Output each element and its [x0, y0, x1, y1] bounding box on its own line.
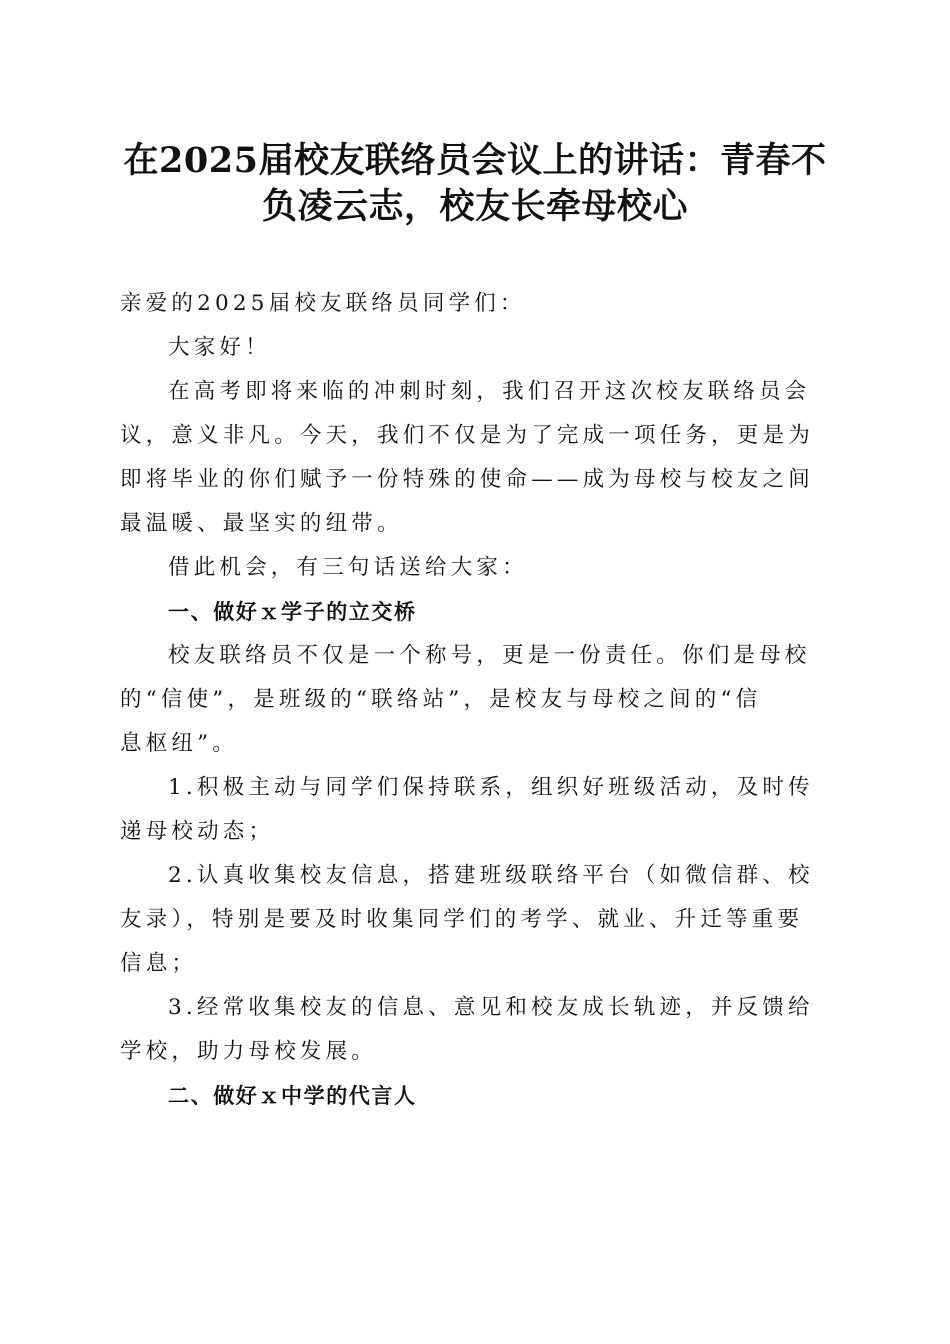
section-1-heading-text: 一、做好ｘ学子的立交桥: [168, 600, 417, 624]
intro-paragraph: [120, 370, 823, 546]
section-2-heading: [120, 1074, 823, 1118]
section-1-heading: [120, 590, 823, 634]
list-item-2: [120, 854, 823, 986]
salutation-text: 亲爱的2025届校友联络员同学们：: [120, 291, 526, 316]
section-1-intro: [120, 634, 823, 766]
transition-text: 借此机会，有三句话送给大家：: [168, 555, 528, 580]
list-item-3: [120, 986, 823, 1074]
transition-paragraph: [120, 546, 823, 590]
intro-line: 最温暖、最坚实的纽带。: [120, 511, 403, 536]
section-1-line: 校友联络员不仅是一个称号，更是一份责任。你们是母校: [168, 643, 811, 668]
intro-line: 即将毕业的你们赋予一份特殊的使命——成为母校与校友之间: [120, 467, 814, 492]
title-line-2: 负凌云志，校友长牵母校心: [261, 186, 688, 227]
intro-line: 在高考即将来临的冲刺时刻，我们召开这次校友联络员会: [168, 379, 811, 404]
document-title: [110, 138, 840, 230]
intro-line: 议，意义非凡。今天，我们不仅是为了完成一项任务，更是为: [120, 423, 814, 448]
document-body: [120, 282, 823, 1118]
list-item-2-line: 友录），特别是要及时收集同学们的考学、就业、升迁等重要: [120, 907, 804, 932]
list-item-2-line: 信息；: [120, 951, 198, 976]
section-1-line: 的“信使”，是班级的“联络站”，是校友与母校之间的“信: [120, 687, 762, 712]
list-item-3-line: 3.经常收集校友的信息、意见和校友成长轨迹，并反馈给: [168, 995, 814, 1020]
list-item-2-line: 2.认真收集校友信息，搭建班级联络平台（如微信群、校: [168, 863, 814, 888]
list-item-1-line: 递母校动态；: [120, 819, 275, 844]
list-item-3-line: 学校，助力母校发展。: [120, 1039, 378, 1064]
greeting: [120, 326, 823, 370]
greeting-text: 大家好！: [168, 335, 271, 360]
list-item-1: [120, 766, 823, 854]
salutation: [120, 282, 823, 326]
section-1-line: 息枢纽”。: [120, 731, 238, 756]
list-item-1-line: 1.积极主动与同学们保持联系，组织好班级活动，及时传: [168, 775, 814, 800]
title-line-1: 在2025届校友联络员会议上的讲话：青春不: [123, 140, 827, 181]
section-2-heading-text: 二、做好ｘ中学的代言人: [168, 1084, 417, 1108]
